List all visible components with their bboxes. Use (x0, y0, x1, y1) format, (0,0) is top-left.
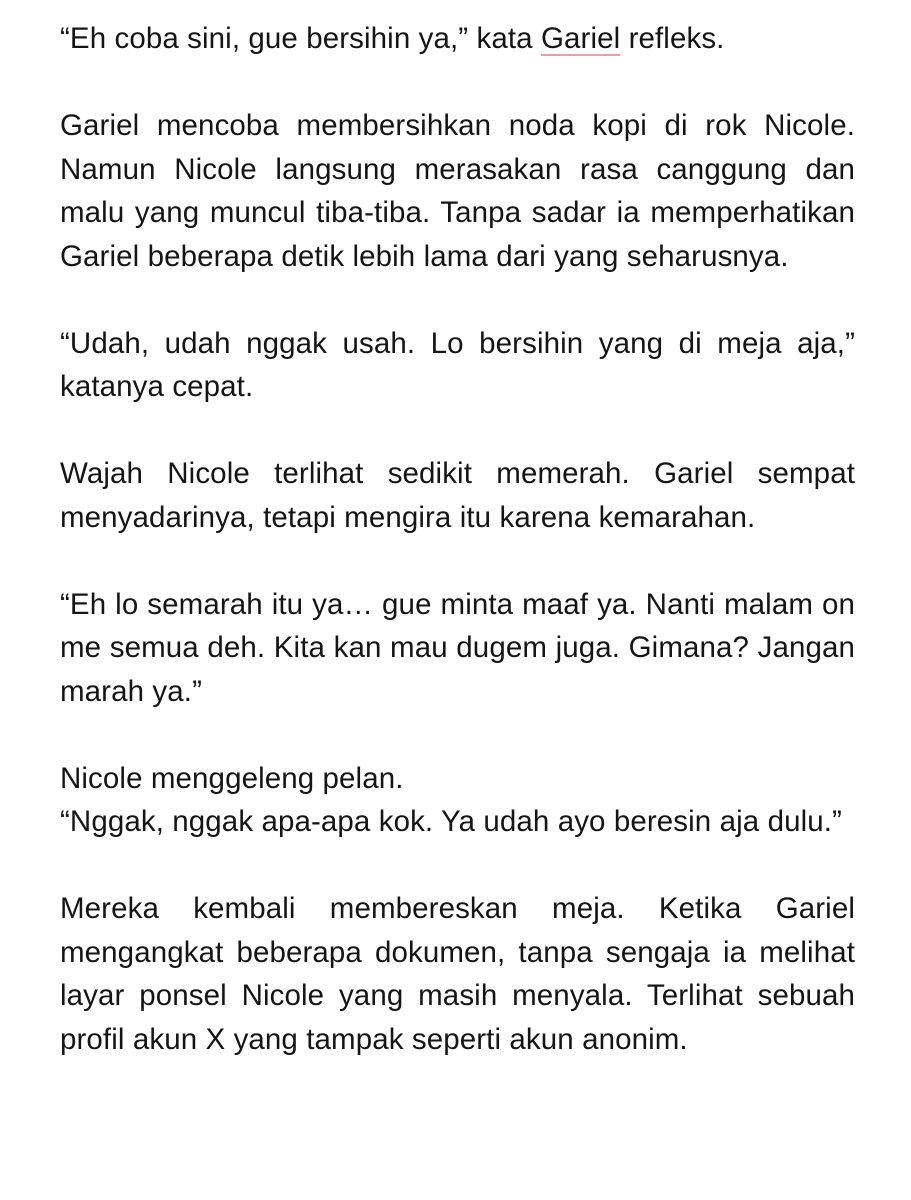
paragraph-1-start: “Eh coba sini, gue bersihin ya,” kata (60, 22, 541, 55)
paragraph-1-end: refleks. (620, 22, 725, 55)
paragraph-4: Wajah Nicole terlihat sedikit memerah. Gariel sempat menyadarinya, tetapi mengira itu karena kemarahan. (60, 457, 855, 534)
paragraph-5: “Eh lo semarah itu ya… gue minta maaf ya. Nanti malam on me semua deh. Kita kan mau dugem juga. Gimana? Jangan marah ya.” (60, 587, 855, 708)
spellcheck-underlined-word: Gariel (540, 22, 621, 55)
paragraph-7: Mereka kembali membereskan meja. Ketika Gariel mengangkat beberapa dokumen, tanpa sengaja ia melihat layar ponsel Nicole yang masih menyala. Terlihat sebuah profil akun X yang tampak seperti akun anonim. (60, 892, 855, 1056)
paragraph-2: Gariel mencoba membersihkan noda kopi di rok Nicole. Namun Nicole langsung merasakan rasa canggung dan malu yang muncul tiba-tiba. Tanpa sadar ia memperhatikan Gariel beberapa detik lebih lama dari yang seharusnya. (60, 109, 855, 273)
paragraph-3: “Udah, udah nggak usah. Lo bersihin yang di meja aja,” katanya cepat. (60, 326, 855, 403)
paragraph-6a: Nicole menggeleng pelan. (60, 761, 404, 795)
paragraph-6b: “Nggak, nggak apa-apa kok. Ya udah ayo beresin aja dulu.” (60, 805, 842, 838)
story-text (60, 17, 855, 1105)
paragraph-1 (60, 17, 855, 61)
